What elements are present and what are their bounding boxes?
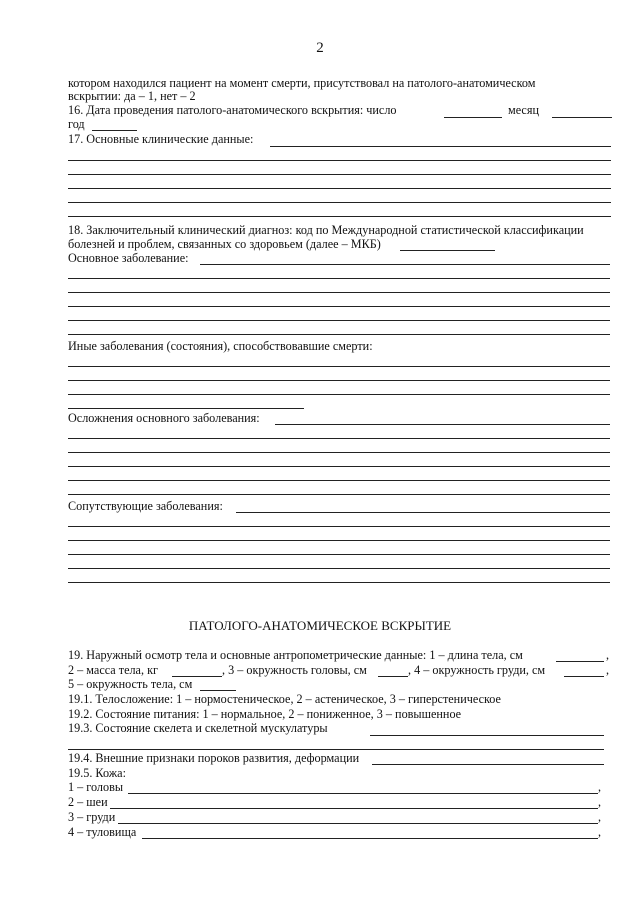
comma: , (598, 780, 602, 794)
item-19-5-label: 19.5. Кожа: (68, 766, 126, 780)
body-circumference-field[interactable] (200, 690, 236, 691)
body-circumference-label: 5 – окружность тела, см (68, 677, 193, 691)
other-diseases-field[interactable] (68, 366, 610, 367)
item-19-label: 19. Наружный осмотр тела и основные антропометрические данные: 1 – длина тела, см (68, 648, 523, 662)
section-heading: ПАТОЛОГО-АНАТОМИЧЕСКОЕ ВСКРЫТИЕ (188, 618, 452, 633)
skin-torso-field[interactable] (142, 838, 598, 839)
clinical-data-field[interactable] (68, 188, 611, 189)
skin-neck-label: 2 – шеи (68, 795, 108, 809)
complications-field[interactable] (68, 480, 610, 481)
main-disease-field[interactable] (68, 334, 610, 335)
item-16-label: 16. Дата проведения патолого-анатомического вскрытия: число (68, 103, 397, 117)
other-diseases-field[interactable] (68, 408, 304, 409)
head-circumference-field[interactable] (378, 676, 408, 677)
clinical-data-field[interactable] (68, 216, 611, 217)
month-field[interactable] (552, 117, 612, 118)
complications-field[interactable] (68, 466, 610, 467)
concomitant-field[interactable] (68, 554, 610, 555)
skin-chest-field[interactable] (118, 823, 598, 824)
item-19-3-label: 19.3. Состояние скелета и скелетной мускулатуры (68, 721, 328, 735)
text-line-presence-options: вскрытии: да – 1, нет – 2 (68, 89, 196, 103)
malformations-field[interactable] (372, 764, 604, 765)
concomitant-field[interactable] (68, 568, 610, 569)
clinical-data-field[interactable] (270, 146, 611, 147)
page-number: 2 (316, 40, 324, 56)
text-line-presence: котором находился пациент на момент смерти, присутствовал на патолого-анатомическом (68, 76, 536, 90)
chest-circumference-field[interactable] (564, 676, 604, 677)
complications-label: Осложнения основного заболевания: (68, 411, 260, 425)
concomitant-field[interactable] (68, 526, 610, 527)
skeleton-state-field[interactable] (370, 735, 604, 736)
clinical-data-field[interactable] (68, 174, 611, 175)
clinical-data-field[interactable] (68, 160, 611, 161)
item-17-label: 17. Основные клинические данные: (68, 132, 254, 146)
body-mass-label: 2 – масса тела, кг (68, 663, 158, 677)
complications-field[interactable] (68, 494, 610, 495)
complications-field[interactable] (275, 424, 610, 425)
clinical-data-field[interactable] (68, 202, 611, 203)
other-diseases-label: Иные заболевания (состояния), способствовавшие смерти: (68, 339, 373, 353)
body-length-field[interactable] (556, 661, 604, 662)
skin-torso-label: 4 – туловища (68, 825, 137, 839)
main-disease-label: Основное заболевание: (68, 251, 189, 265)
year-label: год (68, 117, 85, 131)
other-diseases-field[interactable] (68, 380, 610, 381)
comma: , (598, 795, 602, 809)
year-field[interactable] (92, 130, 137, 131)
head-circumference-label: , 3 – окружность головы, см (222, 663, 367, 677)
concomitant-field[interactable] (236, 512, 610, 513)
item-19-4-label: 19.4. Внешние признаки пороков развития, деформации (68, 751, 360, 765)
comma: , (598, 825, 602, 839)
item-19-1-label: 19.1. Телосложение: 1 – нормостеническое, 2 – астеническое, 3 – гиперстеническое (68, 692, 501, 706)
main-disease-field[interactable] (68, 278, 610, 279)
comma: , (606, 663, 610, 677)
skin-neck-field[interactable] (110, 808, 598, 809)
concomitant-field[interactable] (68, 540, 610, 541)
item-18-label-cont: болезней и проблем, связанных со здоровьем (далее – МКБ) (68, 237, 381, 251)
complications-field[interactable] (68, 452, 610, 453)
main-disease-field[interactable] (200, 264, 610, 265)
skin-head-label: 1 – головы (68, 780, 124, 794)
other-diseases-field[interactable] (68, 394, 610, 395)
comma: , (598, 810, 602, 824)
item-18-label: 18. Заключительный клинический диагноз: код по Международной статистической классификации (68, 223, 584, 237)
item-19-2-label: 19.2. Состояние питания: 1 – нормальное, 2 – пониженное, 3 – повышенное (68, 707, 462, 721)
main-disease-field[interactable] (68, 320, 610, 321)
concomitant-field[interactable] (68, 582, 610, 583)
comma: , (606, 648, 610, 662)
mkb-code-field[interactable] (400, 250, 495, 251)
skin-chest-label: 3 – груди (68, 810, 116, 824)
complications-field[interactable] (68, 438, 610, 439)
month-label: месяц (508, 103, 539, 117)
day-field[interactable] (444, 117, 502, 118)
skeleton-state-field[interactable] (68, 749, 604, 750)
main-disease-field[interactable] (68, 306, 610, 307)
main-disease-field[interactable] (68, 292, 610, 293)
chest-circumference-label: , 4 – окружность груди, см (408, 663, 546, 677)
skin-head-field[interactable] (128, 793, 598, 794)
concomitant-label: Сопутствующие заболевания: (68, 499, 223, 513)
